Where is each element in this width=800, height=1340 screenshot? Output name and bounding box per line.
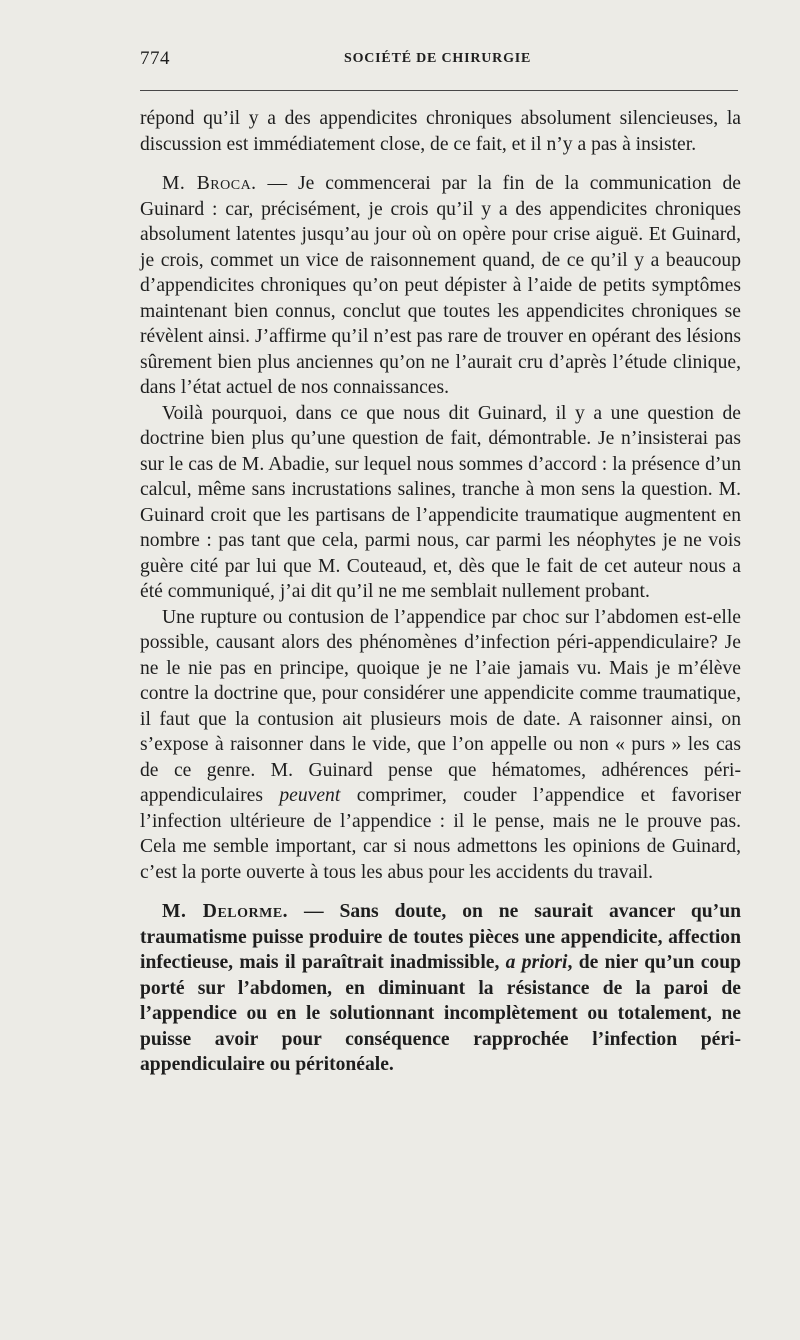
- paragraph-text-part: , de nier qu’un coup porté sur l’abdomen, en diminuant la résistance de la paroi de l’appendice ou en le solutionnant incomplètement ou totalement, ne puisse avoir pour conséquence rapprochée l’infection péri-appendiculaire ou péritonéale.: [140, 952, 741, 1075]
- paragraph-text-part: Une rupture ou contusion de l’appendice par choc sur l’abdomen est-elle possible, causant alors des phénomènes d’infection péri-appendiculaire? Je ne le nie pas en principe, quoique je ne l’aie jamais vu. Mais je m’élève contre la doctrine que, pour considérer une appendicite comme traumatique, il faut que la contusion ait plusieurs mois de date. A raisonner ainsi, on s’expose à raisonner dans le vide, que l’on appelle ou non « purs » les cas de ce genre. M. Guinard pense que hématomes, adhérences péri-appendiculaires: [140, 606, 741, 806]
- body-text: [140, 106, 741, 1078]
- paragraph-text-part: — Sans doute, on ne saurait avancer qu’un traumatisme puisse produire de toutes pièces une appendicite, affection infectieuse, mais il paraîtrait inadmissible,: [140, 901, 741, 973]
- paragraph-doctrine: [140, 401, 741, 605]
- paragraph-rupture: [140, 605, 741, 886]
- page-header: [140, 48, 740, 78]
- emphasis-text: peuvent: [279, 785, 341, 806]
- page-number: 774: [140, 48, 170, 69]
- paragraph-text: répond qu’il y a des appendicites chroniques absolument silencieuses, la discussion est immédiatement close, de ce fait, et il n’y a pas à insister.: [140, 108, 741, 155]
- paragraph-text: Voilà pourquoi, dans ce que nous dit Guinard, il y a une question de doctrine bien plus qu’une question de fait, démontrable. Je n’insisterai pas sur le cas de M. Abadie, sur lequel nous sommes d’accord : la présence d’un calcul, même sans incrustations salines, tranche à mon sens la question. M. Guinard croit que les partisans de l’appendicite traumatique augmentent en nombre : pas tant que cela, parmi nous, car parmi les néophytes je ne vois guère cité par lui que M. Couteaud, et, dès que le fait de cet auteur nous a été communiqué, j’ai dit qu’il ne me semblait nullement probant.: [140, 402, 741, 602]
- speaker-name: M. Delorme.: [162, 901, 289, 922]
- running-head: SOCIÉTÉ DE CHIRURGIE: [344, 51, 532, 66]
- paragraph-text: — Je commencerai par la fin de la communication de Guinard : car, précisément, je crois qu’il y a des appendicites chroniques absolument latentes jusqu’au jour où on opère pour crise aiguë. Et Guinard, je crois, commet un vice de raisonnement quand, de ce qu’il y a beaucoup d’appendicites chroniques qu’on peut dépister à l’aide de petits symptômes maintenant bien connus, conclut que toutes les appendicites chroniques se révèlent ainsi. J’affirme qu’il n’est pas rare de trouver en opérant des lésions sûrement bien plus anciennes qu’on ne l’aurait cru d’après l’étude clinique, dans l’état actuel de nos connaissances.: [140, 173, 741, 398]
- paragraph-continued: [140, 106, 741, 157]
- header-rule: [140, 90, 738, 91]
- paragraph-broca: [140, 171, 741, 401]
- paragraph-text-part: comprimer, couder l’appendice et favoriser l’infection ultérieure de l’appendice : il le pense, mais ne le prouve pas. Cela me semble important, car si nous admettons les opinions de Guinard, c’est la porte ouverte à tous les abus pour les accidents du travail.: [140, 785, 741, 883]
- paragraph-delorme: [140, 899, 741, 1078]
- emphasis-text: a priori: [505, 952, 568, 973]
- speaker-name: M. Broca.: [162, 173, 257, 194]
